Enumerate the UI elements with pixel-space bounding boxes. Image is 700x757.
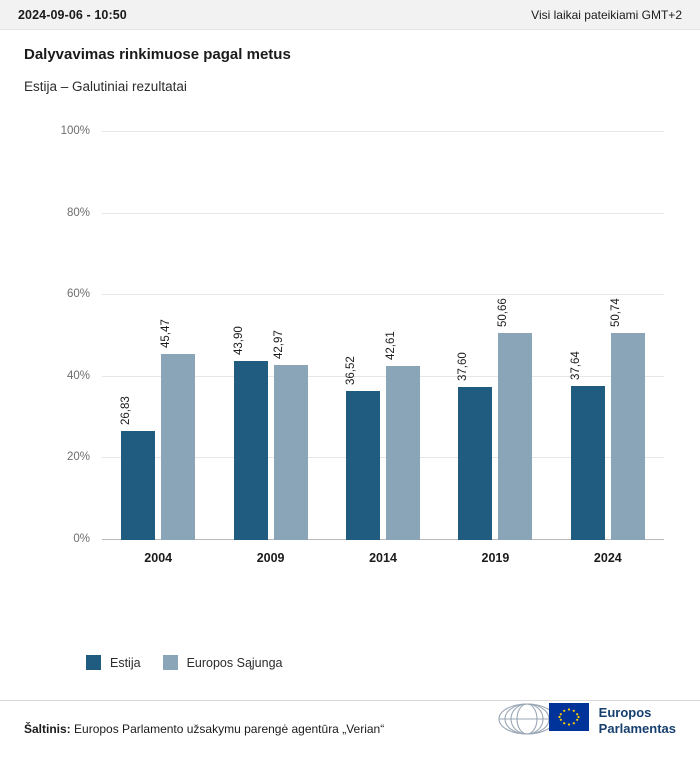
bar-group-2009 <box>214 132 326 565</box>
bar-fill <box>458 387 492 540</box>
bar-2014-series1[interactable] <box>345 356 380 540</box>
bar-fill <box>346 391 380 540</box>
ep-logo-line1: Europos <box>598 705 652 721</box>
bar-2004-series1[interactable] <box>120 395 155 540</box>
ep-logo-text <box>599 705 676 737</box>
bar-fill <box>498 333 532 540</box>
bar-fill <box>386 366 420 540</box>
bar-value-label: 36,52 <box>345 356 358 385</box>
plot-canvas <box>60 125 664 565</box>
title-block <box>0 30 700 94</box>
timezone-note: Visi laikai pateikiami GMT+2 <box>531 7 682 22</box>
legend-item-1[interactable] <box>86 655 141 670</box>
bar-2019-series2[interactable] <box>497 298 532 540</box>
source-label: Šaltinis: <box>24 722 71 736</box>
bar-groups <box>102 132 664 565</box>
bar-2014-series2[interactable] <box>385 331 420 540</box>
bar-value-label: 45,47 <box>160 319 173 349</box>
bar-2019-series1[interactable] <box>457 351 492 540</box>
legend-label: Estija <box>110 655 141 670</box>
bar-value-label: 42,97 <box>272 329 285 359</box>
bar-group-2004 <box>102 132 214 565</box>
bar-fill <box>161 354 195 540</box>
bar-2004-series2[interactable] <box>160 319 195 540</box>
bar-value-label: 37,60 <box>457 351 470 381</box>
bar-group-2024 <box>552 132 664 565</box>
y-axis-tick-label: 100% <box>60 125 90 137</box>
y-axis-tick-label: 80% <box>66 206 90 219</box>
bar-fill <box>571 386 605 540</box>
source-note <box>24 722 384 736</box>
bar-value-label: 50,66 <box>497 298 510 328</box>
x-axis-tick-label: 2009 <box>256 551 285 565</box>
european-parliament-logo <box>497 699 676 743</box>
y-axis-tick-label: 40% <box>66 369 90 382</box>
top-bar <box>0 0 700 30</box>
bar-2024-series2[interactable] <box>609 298 645 540</box>
x-axis-tick-label: 2019 <box>481 551 510 565</box>
eu-flag-icon <box>549 703 589 731</box>
legend-swatch <box>163 655 178 670</box>
page-title: Dalyvavimas rinkimuose pagal metus <box>24 46 291 63</box>
y-axis-tick-label: 0% <box>73 533 90 545</box>
bar-value-label: 43,90 <box>232 326 245 355</box>
ep-logo-line2: Parlamentas <box>598 721 676 736</box>
legend-swatch <box>86 655 101 670</box>
y-axis-tick-label: 60% <box>66 288 90 301</box>
chart-area <box>24 124 676 594</box>
bar-value-label: 42,61 <box>385 331 398 361</box>
chart-legend <box>86 655 282 670</box>
datetime-label: 2024-09-06 - 10:50 <box>18 7 127 22</box>
x-axis-tick-label: 2024 <box>593 551 622 565</box>
footer <box>0 700 700 757</box>
bar-fill <box>234 361 268 540</box>
bar-group-2019 <box>439 132 551 565</box>
source-text: Europos Parlamento užsakymu parengė agentūra „Verian“ <box>74 722 385 736</box>
legend-label: Europos Sąjunga <box>186 655 283 670</box>
bar-fill <box>274 365 308 540</box>
bar-group-2014 <box>327 132 439 565</box>
bar-2009-series1[interactable] <box>232 326 268 540</box>
ep-emblem-icon <box>497 699 589 743</box>
bar-value-label: 26,83 <box>120 395 133 425</box>
page-subtitle: Estija – Galutiniai rezultatai <box>24 79 187 94</box>
x-axis-tick-label: 2004 <box>144 551 173 565</box>
legend-item-2[interactable] <box>163 655 283 670</box>
eu-stars-icon <box>549 703 589 731</box>
y-axis-tick-label: 20% <box>66 451 90 464</box>
bar-value-label: 37,64 <box>569 351 582 381</box>
bar-value-label: 50,74 <box>609 298 622 327</box>
ep-arcs-icon <box>497 701 553 737</box>
bar-fill <box>611 333 645 540</box>
x-axis-tick-label: 2014 <box>369 551 397 565</box>
bar-2024-series1[interactable] <box>569 351 605 540</box>
bar-fill <box>121 431 155 540</box>
bar-2009-series2[interactable] <box>272 329 308 540</box>
